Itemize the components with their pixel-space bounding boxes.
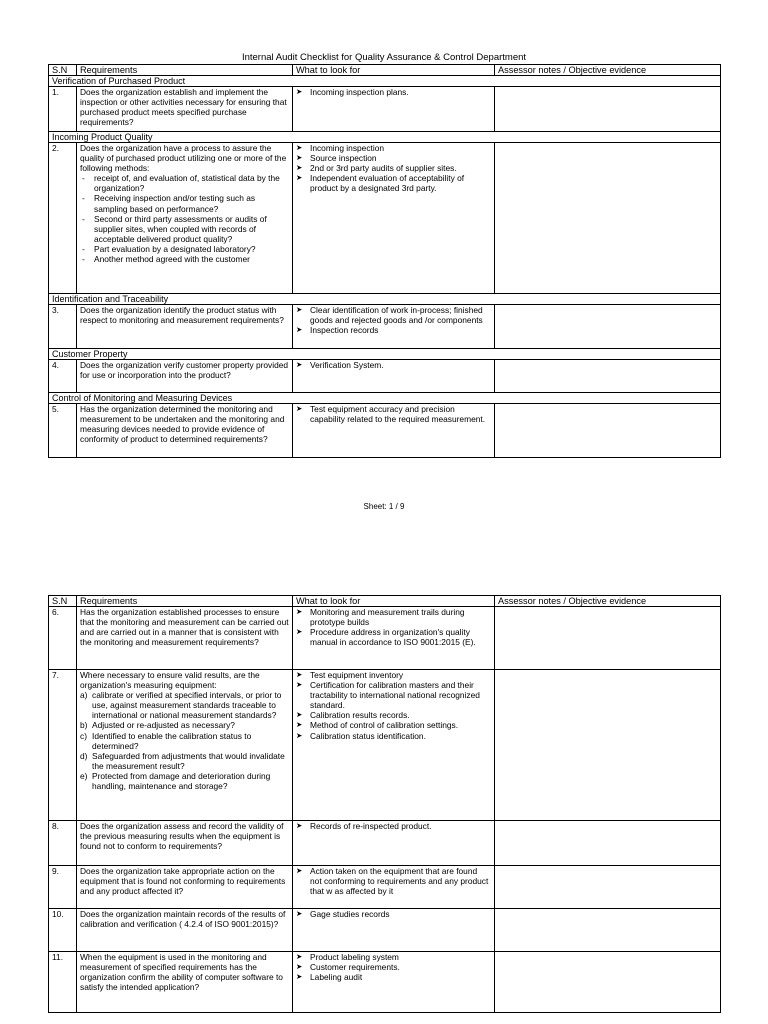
table-row [49, 404, 721, 458]
table-row [49, 670, 721, 821]
section-row [49, 393, 721, 404]
requirement-sub-item [80, 731, 289, 751]
look-item: ➤ Test equipment accuracy and precision capability related to the required measurement. [296, 404, 491, 424]
sub-item-marker: a) [80, 690, 88, 701]
look-item: ➤ Procedure address in organization's quality manual in accordance to ISO 9001:2015 (E). [296, 627, 491, 647]
row-sn: 11. [49, 952, 77, 1013]
section-title: Verification of Purchased Product [49, 76, 721, 87]
row-look-for [293, 909, 495, 952]
section-row [49, 132, 721, 143]
look-item: ➤ Test equipment inventory [296, 670, 491, 680]
row-sn: 1. [49, 87, 77, 132]
row-sn: 5. [49, 404, 77, 458]
sub-item-text: Adjusted or re-adjusted as necessary? [92, 720, 235, 731]
table-row [49, 909, 721, 952]
requirement-sub-item: - Part evaluation by a designated laboratory? [80, 244, 289, 254]
row-sn: 8. [49, 821, 77, 866]
table-row [49, 360, 721, 393]
assessor-notes-cell[interactable] [495, 670, 721, 821]
assessor-notes-cell[interactable] [495, 607, 721, 670]
header-requirements: Requirements [77, 596, 293, 607]
requirement-sub-item: - Another method agreed with the customer [80, 254, 289, 264]
requirement-sub-item [80, 720, 289, 730]
requirement-sub-item: - receipt of, and evaluation of, statistical data by the organization? [80, 173, 289, 193]
table-header-row [49, 65, 721, 76]
requirement-sub-item [80, 690, 289, 720]
sub-item-text: Safeguarded from adjustments that would invalidate the measurement result? [92, 750, 285, 771]
sub-item-text: Identified to enable the calibration status to determined? [92, 730, 252, 751]
row-sn: 2. [49, 143, 77, 294]
look-item: ➤ Method of control of calibration settings. [296, 720, 491, 730]
row-look-for [293, 670, 495, 821]
sub-item-text: Protected from damage and deterioration during handling, maintenance and storage? [92, 770, 271, 792]
row-look-for [293, 87, 495, 132]
assessor-notes-cell[interactable] [495, 143, 721, 294]
row-look-for [293, 360, 495, 393]
assessor-notes-cell[interactable] [495, 360, 721, 393]
row-requirement: Does the organization take appropriate action on the equipment that is found not conforming to requirements and any product affected it? [77, 866, 293, 909]
section-title: Control of Monitoring and Measuring Devices [49, 393, 721, 404]
look-item: ➤ Inspection records [296, 325, 491, 335]
table-row [49, 821, 721, 866]
row-requirement: When the equipment is used in the monitoring and measurement of specified requirements has the organization confirm the ability of computer software to satisfy the intended application? [77, 952, 293, 1013]
audit-checklist-table-top [48, 64, 721, 458]
section-row [49, 294, 721, 305]
row-sn: 4. [49, 360, 77, 393]
sub-item-marker: d) [80, 750, 88, 761]
assessor-notes-cell[interactable] [495, 305, 721, 349]
table-row [49, 866, 721, 909]
header-sn: S.N [49, 65, 77, 76]
row-requirement: Does the organization maintain records of the results of calibration and verification ( 4.2.4 of ISO 9001:2015)? [77, 909, 293, 952]
assessor-notes-cell[interactable] [495, 87, 721, 132]
section-row [49, 349, 721, 360]
row-requirement: Does the organization identify the product status with respect to monitoring and measurement requirements? [77, 305, 293, 349]
header-sn: S.N [49, 596, 77, 607]
table-row [49, 87, 721, 132]
row-look-for [293, 305, 495, 349]
sheet-number: Sheet: 1 / 9 [363, 502, 405, 511]
row-sn: 6. [49, 607, 77, 670]
sub-item-marker: c) [80, 730, 87, 741]
table-row [49, 607, 721, 670]
assessor-notes-cell[interactable] [495, 821, 721, 866]
sub-item-marker: e) [80, 770, 88, 781]
row-requirement: Does the organization assess and record the validity of the previous measuring results when the equipment is found not to conform to requirements? [77, 821, 293, 866]
header-requirements: Requirements [77, 65, 293, 76]
row-look-for [293, 821, 495, 866]
row-look-for [293, 866, 495, 909]
look-item: ➤ Product labeling system [296, 952, 491, 962]
look-item: ➤ Customer requirements. [296, 962, 491, 972]
row-requirement: Does the organization verify customer property provided for use or incorporation into the product? [77, 360, 293, 393]
row-requirement: Has the organization determined the monitoring and measurement to be undertaken and the monitoring and measuring devices needed to provide evidence of conformity of product to determined requirements? [77, 404, 293, 458]
row-look-for [293, 607, 495, 670]
row-sn: 10. [49, 909, 77, 952]
requirement-text: Does the organization have a process to assure the quality of purchased product utilizing one or more of the following methods: [80, 143, 287, 174]
row-requirement: Does the organization establish and implement the inspection or other activities necessary for ensuring that purchased product meets specified purchase requirements? [77, 87, 293, 132]
assessor-notes-cell[interactable] [495, 404, 721, 458]
look-item: ➤ Certification for calibration masters and their tractability to international national recognized standard. [296, 680, 491, 710]
look-item: ➤ Monitoring and measurement trails during prototype builds [296, 607, 491, 627]
section-title: Customer Property [49, 349, 721, 360]
header-assessor-notes: Assessor notes / Objective evidence [495, 596, 721, 607]
look-item: ➤ Incoming inspection plans. [296, 87, 491, 97]
look-item: ➤ Source inspection [296, 153, 491, 163]
sub-item-marker: b) [80, 720, 88, 731]
look-item: ➤ Calibration status identification. [296, 731, 491, 741]
look-item: ➤ Independent evaluation of acceptability of product by a designated 3rd party. [296, 173, 491, 193]
audit-checklist-table-bottom [48, 595, 721, 1013]
table-row [49, 952, 721, 1013]
look-item: ➤ Action taken on the equipment that are found not conforming to requirements and any product that w as affected by it [296, 866, 491, 896]
look-item: ➤ Gage studies records [296, 909, 491, 919]
look-item: ➤ Clear identification of work in-process; finished goods and rejected goods and /or components [296, 305, 491, 325]
requirement-sub-item [80, 751, 289, 771]
look-item: ➤ Verification System. [296, 360, 491, 370]
row-look-for [293, 952, 495, 1013]
sub-item-text: calibrate or verified at specified intervals, or prior to use, against measurement standards traceable to international or national measurement standards? [92, 690, 282, 721]
look-item: ➤ Incoming inspection [296, 143, 491, 153]
row-requirement: Has the organization established processes to ensure that the monitoring and measurement can be carried out and are carried out in a manner that is consistent with the monitoring and measurement requirements? [77, 607, 293, 670]
header-assessor-notes: Assessor notes / Objective evidence [495, 65, 721, 76]
assessor-notes-cell[interactable] [495, 866, 721, 909]
header-what-to-look-for: What to look for [293, 596, 495, 607]
row-sn: 3. [49, 305, 77, 349]
requirement-sub-item: - Second or third party assessments or audits of supplier sites, when coupled with records of acceptable delivered product quality? [80, 214, 289, 244]
assessor-notes-cell[interactable] [495, 909, 721, 952]
row-requirement [77, 143, 293, 294]
look-item: ➤ 2nd or 3rd party audits of supplier sites. [296, 163, 491, 173]
row-sn: 9. [49, 866, 77, 909]
requirement-sub-item [80, 771, 289, 791]
look-item: ➤ Records of re-inspected product. [296, 821, 491, 831]
row-look-for [293, 404, 495, 458]
section-title: Identification and Traceability [49, 294, 721, 305]
table-row [49, 143, 721, 294]
table-header-row [49, 596, 721, 607]
row-requirement [77, 670, 293, 821]
page-title: Internal Audit Checklist for Quality Assurance & Control Department [241, 52, 527, 63]
requirement-sub-item: - Receiving inspection and/or testing such as sampling based on performance? [80, 193, 289, 213]
section-row [49, 76, 721, 87]
look-item: ➤ Calibration results records. [296, 710, 491, 720]
requirement-text: Where necessary to ensure valid results, are the organization's measuring equipment: [80, 670, 260, 691]
look-item: ➤ Labeling audit [296, 972, 491, 982]
table-row [49, 305, 721, 349]
assessor-notes-cell[interactable] [495, 952, 721, 1013]
row-look-for [293, 143, 495, 294]
row-sn: 7. [49, 670, 77, 821]
header-what-to-look-for: What to look for [293, 65, 495, 76]
section-title: Incoming Product Quality [49, 132, 721, 143]
